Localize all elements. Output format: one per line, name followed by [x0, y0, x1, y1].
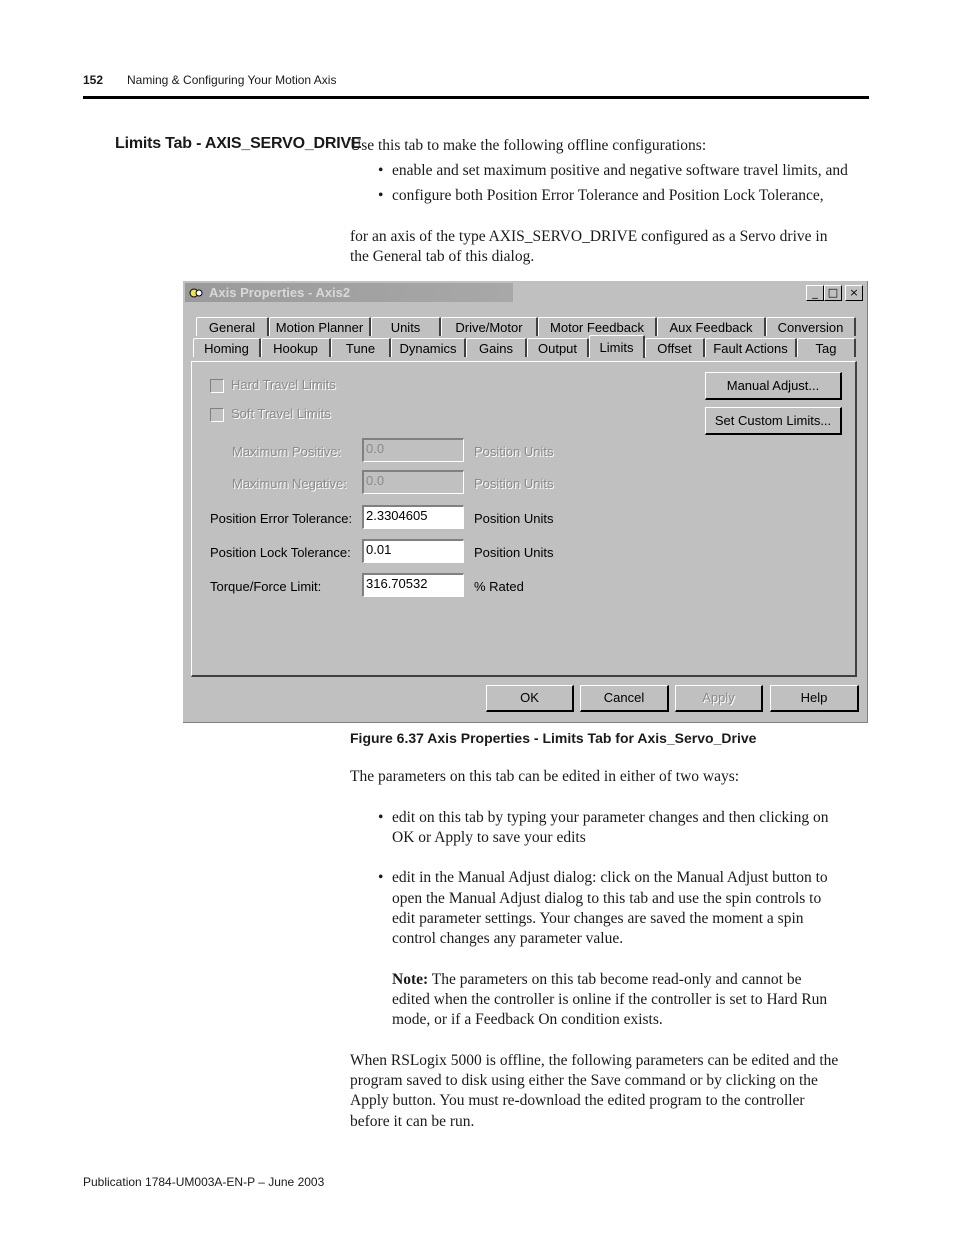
- tab-hookup[interactable]: Hookup: [261, 338, 331, 357]
- minimize-button[interactable]: _: [806, 285, 824, 301]
- edit-bullet-2-line2: open the Manual Adjust dialog to this tab and use the spin controls to: [392, 890, 822, 907]
- tab-motor-feedback[interactable]: Motor Feedback: [538, 317, 657, 336]
- position-lock-tolerance-field[interactable]: 0.01: [362, 539, 464, 563]
- max-positive-field[interactable]: 0.0: [362, 438, 464, 462]
- tab-dynamics[interactable]: Dynamics: [391, 338, 466, 357]
- position-error-tolerance-units: Position Units: [474, 511, 554, 526]
- dialog-title: Axis Properties - Axis2: [209, 285, 351, 300]
- page-number: 152: [83, 73, 104, 87]
- edit-bullet-1: • edit on this tab by typing your parameter changes and then clicking on: [378, 809, 829, 826]
- position-error-tolerance-field[interactable]: 2.3304605: [362, 505, 464, 529]
- cancel-button[interactable]: Cancel: [580, 685, 669, 712]
- body-para-2-line3: Apply button. You must re-download the edited program to the controller: [350, 1092, 805, 1109]
- max-negative-label: Maximum Negative:: [232, 476, 347, 491]
- tab-homing[interactable]: Homing: [193, 338, 261, 357]
- torque-force-limit-field[interactable]: 316.70532: [362, 573, 464, 597]
- note-label: Note:: [392, 971, 429, 988]
- figure-caption: Figure 6.37 Axis Properties - Limits Tab for Axis_Servo_Drive: [350, 730, 757, 746]
- tab-motion-planner[interactable]: Motion Planner: [269, 317, 371, 336]
- ok-button[interactable]: OK: [486, 685, 574, 712]
- edit-bullet-2-line3: edit parameter settings. Your changes are saved the moment a spin: [392, 910, 804, 927]
- torque-force-limit-label: Torque/Force Limit:: [210, 579, 322, 594]
- body-para-2-line2: program saved to disk using either the Save command or by clicking on the: [350, 1072, 818, 1089]
- body-para-1: The parameters on this tab can be edited in either of two ways:: [350, 768, 740, 785]
- tab-drive-motor[interactable]: Drive/Motor: [441, 317, 538, 336]
- soft-travel-limits-checkbox[interactable]: [210, 408, 224, 422]
- edit-bullet-2-line4: control changes any parameter value.: [392, 930, 624, 947]
- tab-gains[interactable]: Gains: [466, 338, 527, 357]
- axis-gear-icon: [189, 286, 203, 300]
- tab-units[interactable]: Units: [371, 317, 441, 336]
- position-lock-tolerance-units: Position Units: [474, 545, 554, 560]
- apply-button[interactable]: Apply: [675, 685, 763, 712]
- section-heading: Limits Tab - AXIS_SERVO_DRIVE: [115, 135, 362, 152]
- tab-fault-actions[interactable]: Fault Actions: [705, 338, 797, 357]
- intro-after-line2: the General tab of this dialog.: [350, 248, 535, 265]
- position-error-tolerance-label: Position Error Tolerance:: [210, 511, 353, 526]
- max-positive-units: Position Units: [474, 444, 554, 459]
- torque-force-limit-units: % Rated: [474, 579, 524, 594]
- position-lock-tolerance-label: Position Lock Tolerance:: [210, 545, 351, 560]
- tab-aux-feedback[interactable]: Aux Feedback: [657, 317, 766, 336]
- tab-conversion[interactable]: Conversion: [766, 317, 856, 336]
- tab-tune[interactable]: Tune: [331, 338, 391, 357]
- intro-after-line1: for an axis of the type AXIS_SERVO_DRIVE configured as a Servo drive in: [350, 228, 828, 245]
- tab-offset[interactable]: Offset: [645, 338, 705, 357]
- publication-footer: Publication 1784-UM003A-EN-P – June 2003: [83, 1175, 325, 1189]
- note-line-1: Note: The parameters on this tab become read-only and cannot be: [392, 971, 802, 988]
- manual-adjust-button[interactable]: Manual Adjust...: [705, 372, 842, 400]
- hard-travel-limits-label: Hard Travel Limits: [231, 377, 336, 392]
- hard-travel-limits-checkbox[interactable]: [210, 379, 224, 393]
- edit-bullet-1-cont: OK or Apply to save your edits: [392, 829, 586, 846]
- tab-tag[interactable]: Tag: [797, 338, 856, 357]
- soft-travel-limits-label: Soft Travel Limits: [231, 406, 331, 421]
- body-para-2-line1: When RSLogix 5000 is offline, the following parameters can be edited and the: [350, 1052, 839, 1069]
- tab-output[interactable]: Output: [527, 338, 589, 357]
- note-line-2: edited when the controller is online if the controller is set to Hard Run: [392, 991, 828, 1008]
- intro-bullet-1: • enable and set maximum positive and negative software travel limits, and: [378, 162, 848, 179]
- intro-bullet-2: • configure both Position Error Tolerance and Position Lock Tolerance,: [378, 187, 824, 204]
- max-negative-units: Position Units: [474, 476, 554, 491]
- tab-limits[interactable]: Limits: [589, 335, 645, 358]
- help-button[interactable]: Help: [770, 685, 859, 712]
- max-negative-field[interactable]: 0.0: [362, 470, 464, 494]
- axis-properties-dialog: [183, 281, 868, 723]
- edit-bullet-2: • edit in the Manual Adjust dialog: click on the Manual Adjust button to: [378, 869, 828, 886]
- tab-general[interactable]: General: [196, 317, 269, 336]
- header-rule: [83, 96, 869, 99]
- chapter-title: Naming & Configuring Your Motion Axis: [127, 73, 337, 87]
- note-line-3: mode, or if a Feedback On condition exists.: [392, 1011, 663, 1028]
- intro-text: Use this tab to make the following offline configurations:: [350, 137, 707, 154]
- body-para-2-line4: before it can be run.: [350, 1113, 475, 1130]
- max-positive-label: Maximum Positive:: [232, 444, 342, 459]
- set-custom-limits-button[interactable]: Set Custom Limits...: [705, 407, 842, 435]
- dialog-titlebar[interactable]: [185, 283, 513, 302]
- maximize-button[interactable]: □: [824, 285, 842, 301]
- close-button[interactable]: ×: [845, 285, 863, 301]
